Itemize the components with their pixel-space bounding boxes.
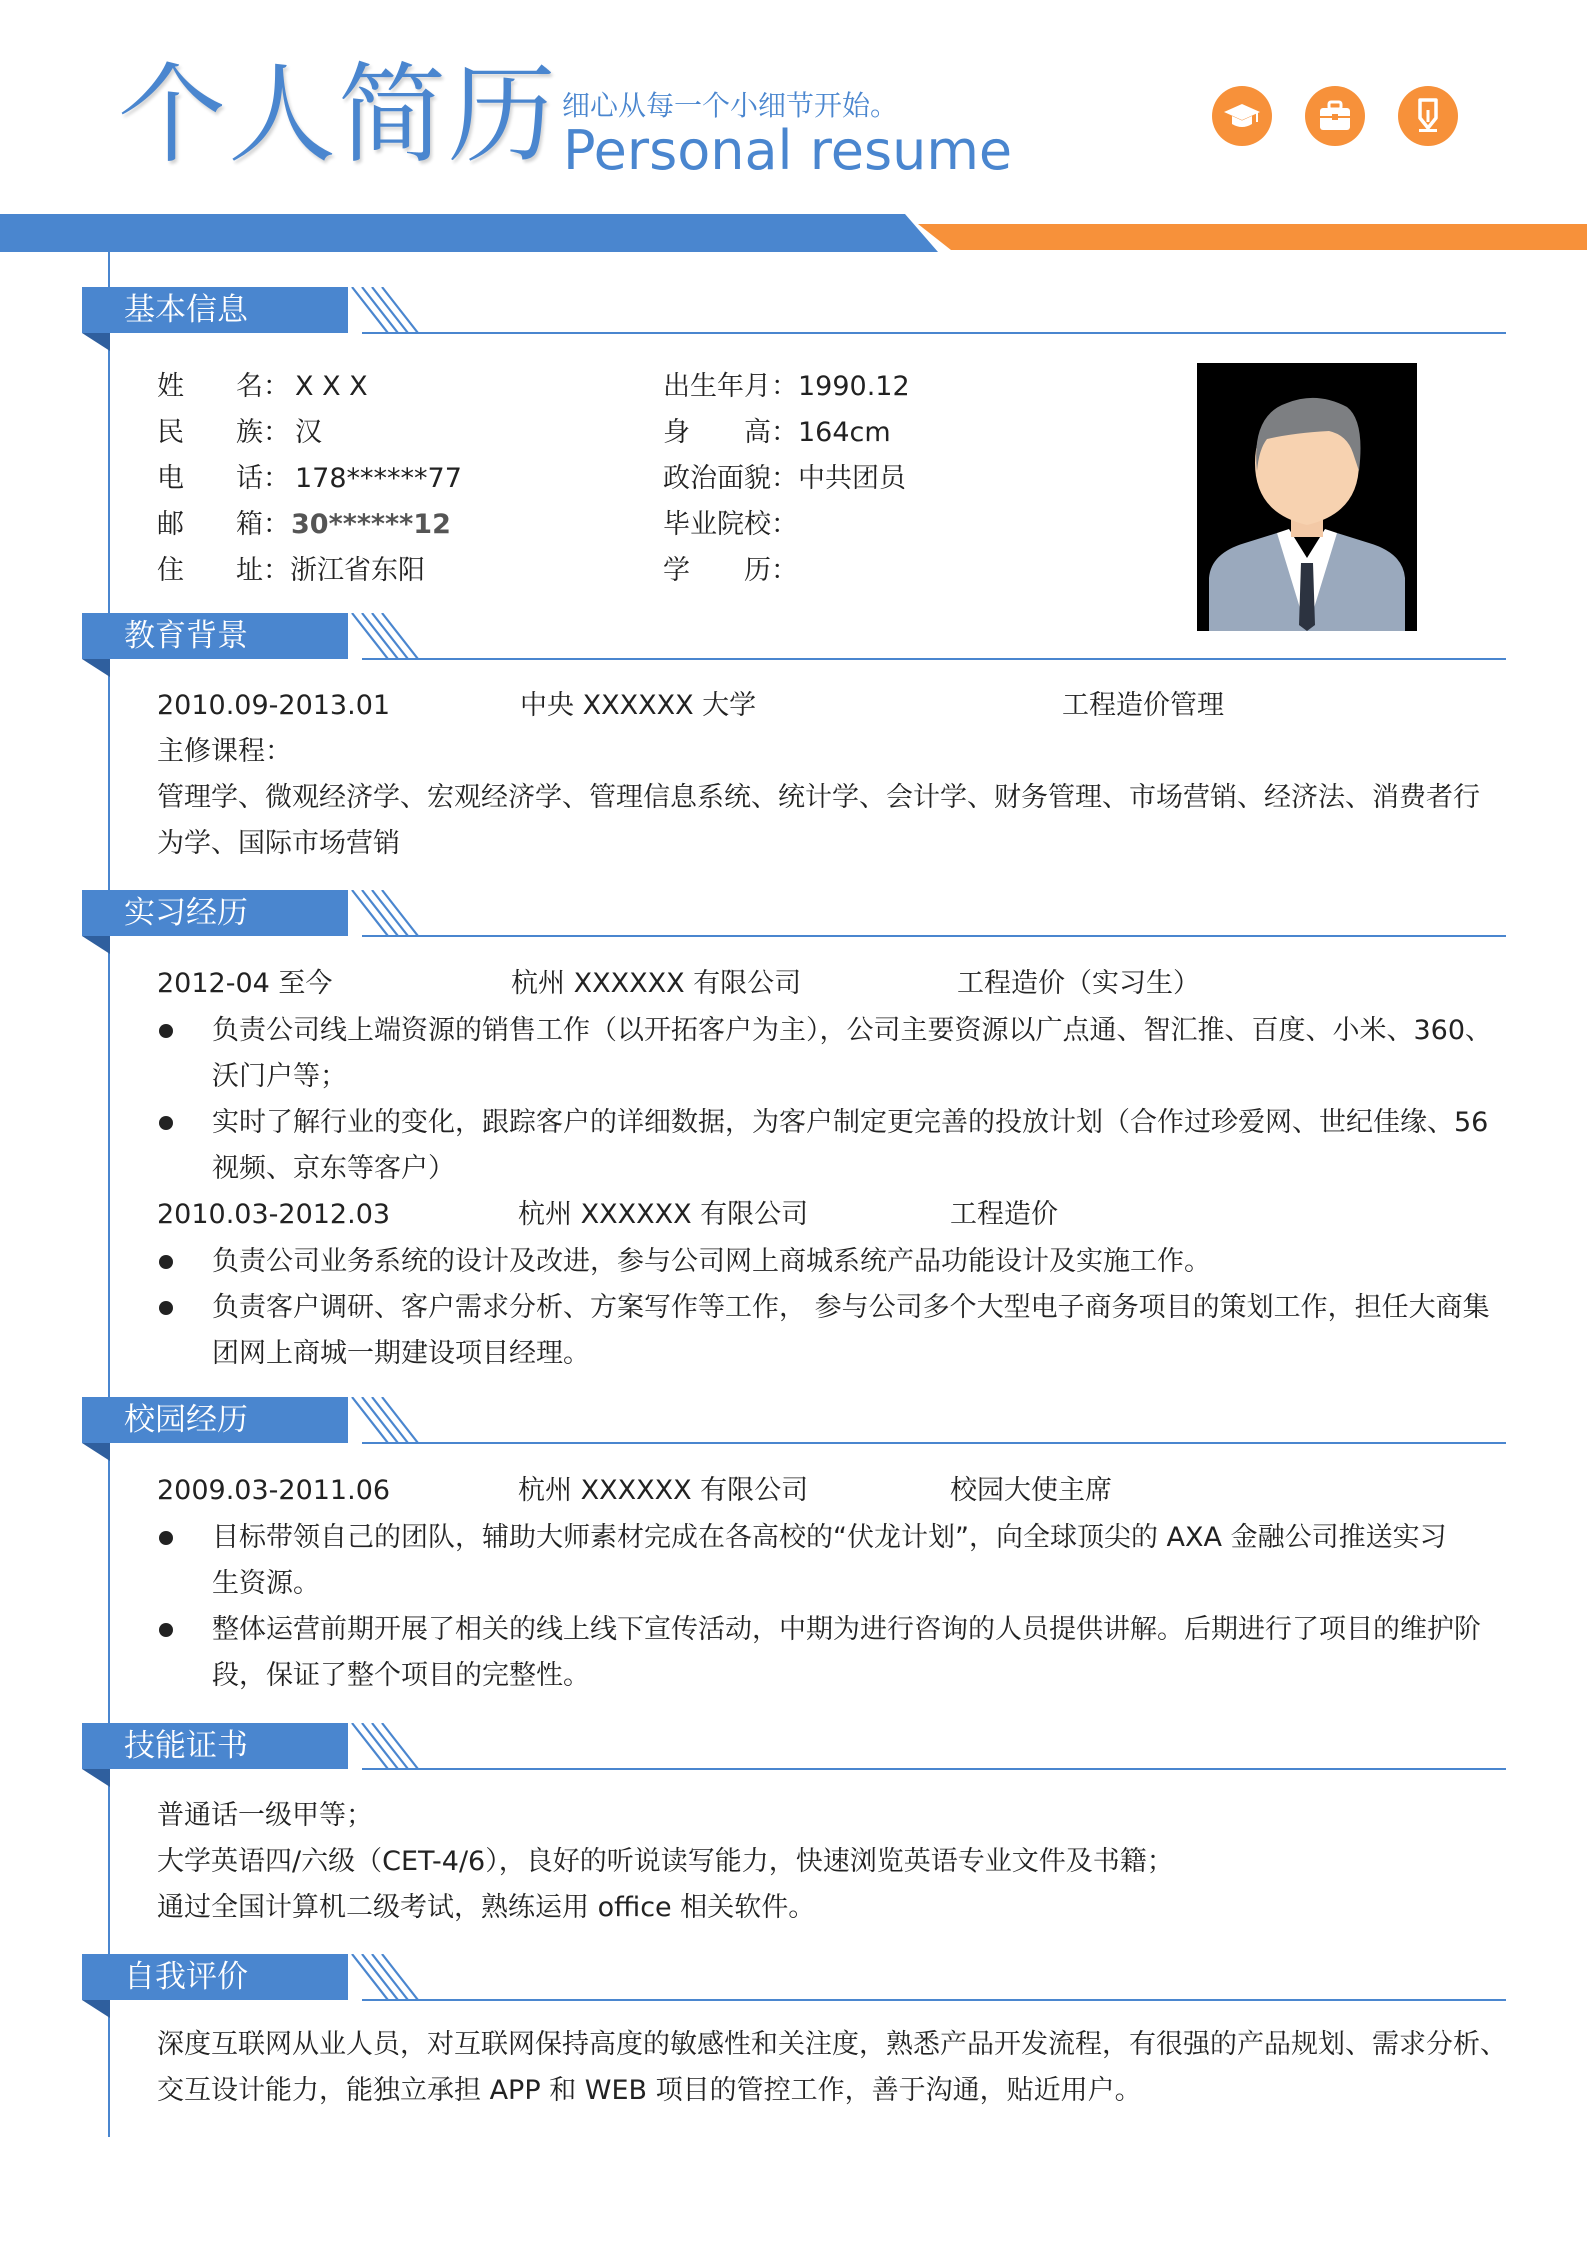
- header-bar-orange: [918, 224, 1587, 250]
- job-company: 杭州 XXXXXX 有限公司: [518, 1199, 809, 1230]
- field-label: 族: [236, 417, 263, 448]
- field-label: 址: [236, 555, 263, 586]
- bullet-dot: [159, 1531, 173, 1545]
- field-label: 电: [157, 463, 184, 494]
- field-label: 政治面貌：: [663, 463, 798, 494]
- resume-title-en: Personal resume: [563, 119, 1013, 182]
- job-bullet-line: 沃门户等；: [212, 1061, 347, 1092]
- field-label: 身 高：: [663, 417, 798, 448]
- timeline-line: [108, 252, 110, 2137]
- header-bar-blue: [0, 214, 938, 252]
- campus-period: 2009.03-2011.06: [157, 1475, 391, 1506]
- field-label: 学 历：: [663, 555, 798, 586]
- pen-tool-icon: [1398, 86, 1458, 146]
- resume-title-cn: 个人简历: [118, 53, 559, 178]
- section-header-self: [82, 1954, 1506, 2018]
- section-header-basic: [82, 287, 1506, 351]
- section-header-campus: [82, 1397, 1506, 1461]
- bullet-dot: [159, 1301, 173, 1315]
- field-label: 住: [157, 555, 184, 586]
- skill-line: 普通话一级甲等；: [157, 1800, 373, 1831]
- self-eval-line: 深度互联网从业人员，对互联网保持高度的敏感性和关注度，熟悉产品开发流程，有很强的产品规划、需求分析、: [157, 2029, 1507, 2060]
- job-bullet-line: 负责客户调研、客户需求分析、方案写作等工作， 参与公司多个大型电子商务项目的策划工作，担任大商集: [212, 1292, 1490, 1323]
- field-label: 出生年月：: [663, 371, 798, 402]
- field-sep: ：: [263, 463, 290, 494]
- field-label: 姓: [157, 371, 184, 402]
- job-bullet-line: 实时了解行业的变化，跟踪客户的详细数据，为客户制定更完善的投放计划（合作过珍爱网、世纪佳缘、56: [212, 1107, 1489, 1138]
- graduation-cap-icon: [1212, 86, 1272, 146]
- section-title: 校园经历: [124, 1402, 248, 1438]
- job-period: 2012-04 至今: [157, 968, 333, 999]
- campus-bullet-line: 段，保证了整个项目的完整性。: [212, 1660, 590, 1691]
- campus-bullet-line: 目标带领自己的团队，辅助大师素材完成在各高校的“伏龙计划”，向全球顶尖的 AXA 金融公司推送实习: [212, 1522, 1447, 1553]
- edu-courses-line: 管理学、微观经济学、宏观经济学、管理信息系统、统计学、会计学、财务管理、市场营销、经济法、消费者行: [157, 782, 1480, 813]
- job-bullet-line: 负责公司业务系统的设计及改进，参与公司网上商城系统产品功能设计及实施工作。: [212, 1246, 1211, 1277]
- field-value-phone: 178******77: [295, 463, 462, 494]
- field-sep: ：: [263, 417, 290, 448]
- skill-line: 通过全国计算机二级考试，熟练运用 office 相关软件。: [157, 1892, 816, 1923]
- profile-photo: [1197, 363, 1417, 631]
- section-header-education: [82, 613, 1506, 677]
- section-title: 教育背景: [124, 618, 248, 654]
- campus-company: 杭州 XXXXXX 有限公司: [518, 1475, 809, 1506]
- field-value-name: X X X: [295, 371, 368, 402]
- field-label: 话: [236, 463, 263, 494]
- edu-major: 工程造价管理: [1062, 690, 1224, 721]
- edu-courses-line: 为学、国际市场营销: [157, 828, 400, 859]
- field-label: 邮: [157, 509, 184, 540]
- field-label: 箱: [236, 509, 263, 540]
- edu-courses-label: 主修课程：: [157, 736, 292, 767]
- field-sep: ：: [263, 555, 290, 586]
- bullet-dot: [159, 1623, 173, 1637]
- job-bullet-line: 视频、京东等客户）: [212, 1153, 455, 1184]
- section-header-internship: [82, 890, 1506, 954]
- job-bullet-line: 负责公司线上端资源的销售工作（以开拓客户为主），公司主要资源以广点通、智汇推、百度、小米、360、: [212, 1015, 1493, 1046]
- briefcase-icon: [1305, 86, 1365, 146]
- field-value-address: 浙江省东阳: [290, 555, 425, 586]
- job-bullet-line: 团网上商城一期建设项目经理。: [212, 1338, 590, 1369]
- bullet-dot: [159, 1116, 173, 1130]
- section-title: 实习经历: [124, 895, 248, 931]
- self-eval-line: 交互设计能力，能独立承担 APP 和 WEB 项目的管控工作，善于沟通，贴近用户。: [157, 2075, 1142, 2106]
- field-sep: ：: [263, 509, 290, 540]
- field-sep: ：: [263, 371, 290, 402]
- section-title: 技能证书: [124, 1728, 248, 1764]
- bullet-dot: [159, 1255, 173, 1269]
- campus-role: 校园大使主席: [950, 1475, 1112, 1506]
- edu-school: 中央 XXXXXX 大学: [520, 690, 757, 721]
- campus-bullet-line: 生资源。: [212, 1568, 320, 1599]
- job-period: 2010.03-2012.03: [157, 1199, 391, 1230]
- bullet-dot: [159, 1024, 173, 1038]
- field-value-ethnicity: 汉: [295, 417, 322, 448]
- field-label: 民: [157, 417, 184, 448]
- section-title: 自我评价: [124, 1959, 248, 1995]
- job-role: 工程造价: [950, 1199, 1058, 1230]
- job-company: 杭州 XXXXXX 有限公司: [511, 968, 802, 999]
- section-title: 基本信息: [124, 292, 248, 328]
- field-label: 名: [236, 371, 263, 402]
- skill-line: 大学英语四/六级（CET-4/6），良好的听说读写能力，快速浏览英语专业文件及书籍；: [157, 1846, 1174, 1877]
- field-value-email: 30******12: [291, 509, 451, 540]
- field-value-height: 164cm: [798, 417, 891, 448]
- field-value-political: 中共团员: [798, 463, 906, 494]
- field-label: 毕业院校：: [663, 509, 798, 540]
- campus-bullet-line: 整体运营前期开展了相关的线上线下宣传活动，中期为进行咨询的人员提供讲解。后期进行了项目的维护阶: [212, 1614, 1481, 1645]
- section-header-skills: [82, 1723, 1506, 1787]
- resume-slogan: 细心从每一个小细节开始。: [562, 89, 899, 122]
- job-role: 工程造价（实习生）: [957, 968, 1200, 999]
- edu-period: 2010.09-2013.01: [157, 690, 391, 721]
- field-value-birth: 1990.12: [798, 371, 910, 402]
